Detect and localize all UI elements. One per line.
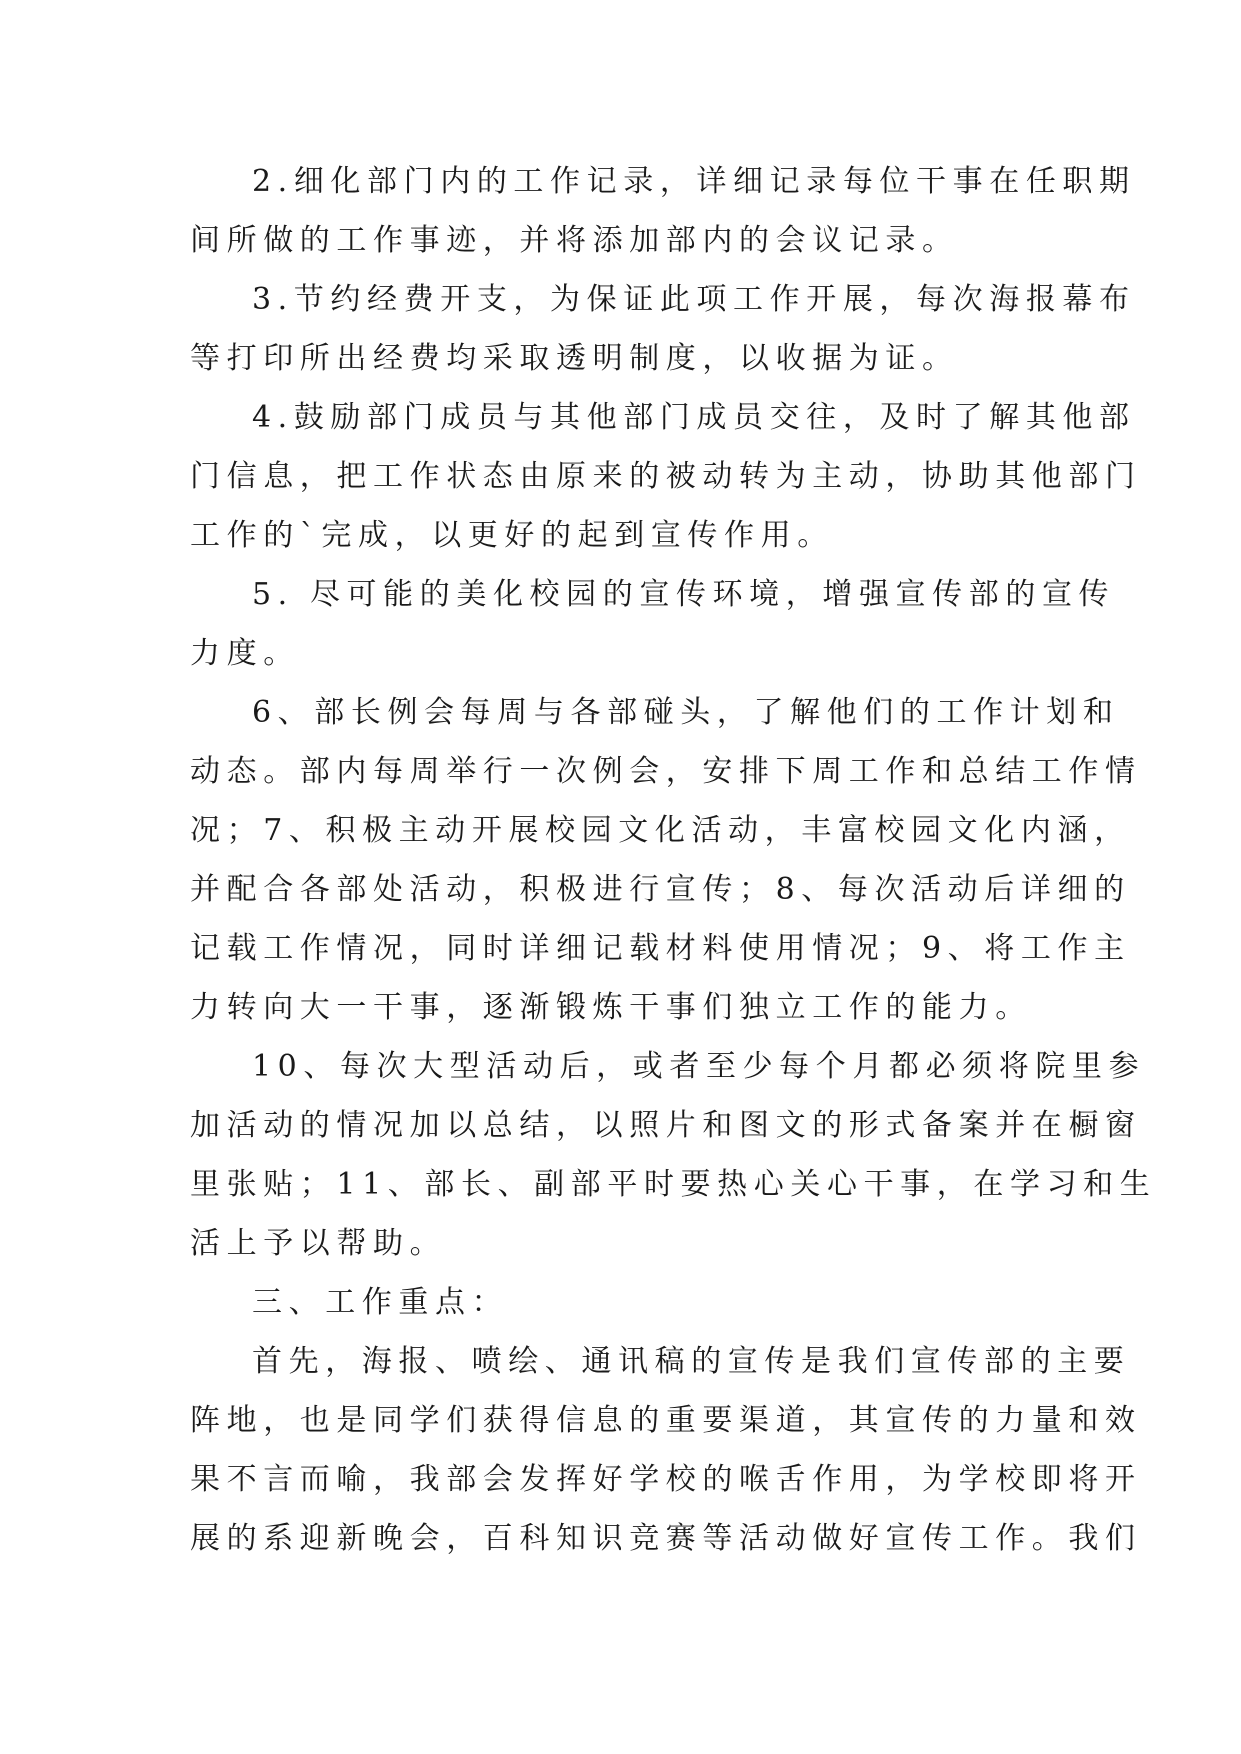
document-body (190, 152, 1157, 1568)
text-line: 况；7、积极主动开展校园文化活动，丰富校园文化内涵， (190, 813, 1131, 848)
text-line: 加活动的情况加以总结，以照片和图文的形式备案并在橱窗 (190, 1108, 1142, 1143)
text-line: 动态。部内每周举行一次例会，安排下周工作和总结工作情 (190, 754, 1142, 789)
text-line: 门信息，把工作状态由原来的被动转为主动，协助其他部门 (190, 459, 1142, 494)
section-heading: 三、工作重点： (252, 1285, 509, 1320)
text-line: 工作的`完成，以更好的起到宣传作用。 (190, 518, 834, 553)
text-line: 5. 尽可能的美化校园的宣传环境，增强宣传部的宣传 (252, 577, 1116, 612)
text-line: 2.细化部门内的工作记录，详细记录每位干事在任职期 (252, 164, 1136, 199)
text-line: 活上予以帮助。 (190, 1226, 447, 1261)
text-line: 果不言而喻，我部会发挥好学校的喉舌作用，为学校即将开 (190, 1462, 1142, 1497)
text-line: 10、每次大型活动后，或者至少每个月都必须将院里参 (252, 1049, 1146, 1084)
text-line: 记载工作情况，同时详细记载材料使用情况；9、将工作主 (190, 931, 1131, 966)
text-line: 间所做的工作事迹，并将添加部内的会议记录。 (190, 223, 959, 258)
text-line: 力度。 (190, 636, 300, 671)
text-line: 6、部长例会每周与各部碰头，了解他们的工作计划和 (252, 695, 1120, 730)
text-line: 并配合各部处活动，积极进行宣传；8、每次活动后详细的 (190, 872, 1131, 907)
text-line: 3.节约经费开支，为保证此项工作开展，每次海报幕布 (252, 282, 1136, 317)
text-line: 首先，海报、喷绘、通讯稿的宣传是我们宣传部的主要 (252, 1344, 1131, 1379)
text-line: 展的系迎新晚会，百科知识竞赛等活动做好宣传工作。我们 (190, 1521, 1142, 1556)
text-line: 里张贴；11、部长、副部平时要热心关心干事，在学习和生 (190, 1167, 1157, 1202)
text-line: 4.鼓励部门成员与其他部门成员交往，及时了解其他部 (252, 400, 1136, 435)
text-line: 阵地，也是同学们获得信息的重要渠道，其宣传的力量和效 (190, 1403, 1142, 1438)
text-line: 等打印所出经费均采取透明制度，以收据为证。 (190, 341, 959, 376)
text-line: 力转向大一干事，逐渐锻炼干事们独立工作的能力。 (190, 990, 1032, 1025)
